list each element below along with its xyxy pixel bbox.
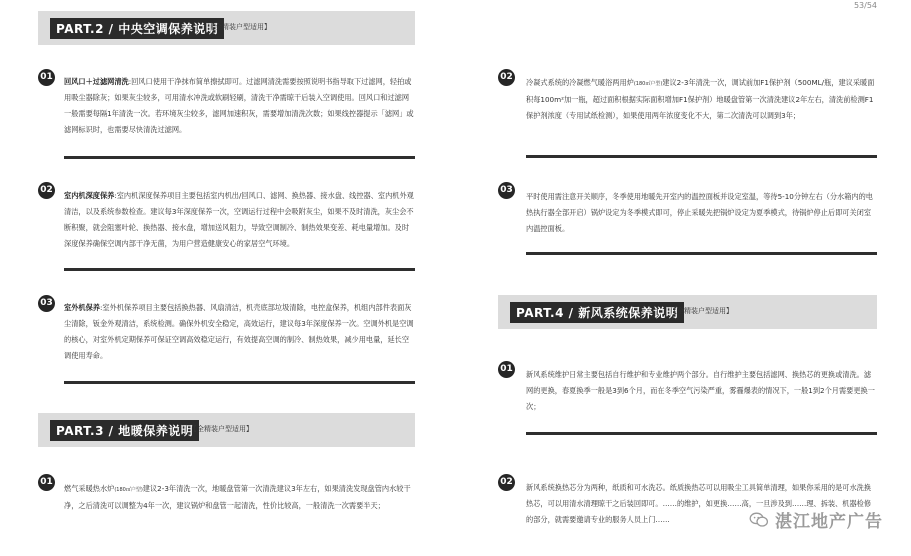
divider — [64, 268, 415, 271]
wechat-icon — [749, 512, 769, 528]
divider — [526, 432, 877, 435]
item-number: 02 — [498, 69, 515, 86]
paragraph-text: 建议2-3年清洗一次，调试前加F1保护剂（500ML/瓶，建议采暖面积每100m²加一瓶，超过面积根据实际面积增加F1保护剂）地暖盘管第一次清洗建议2年左右，清洗前检测F1保护剂浓度（专用试纸检测），如果使用两年浓度变化不大，第二次清洗可以调到3年； — [526, 78, 875, 120]
divider — [526, 252, 877, 255]
section-title: PART.3 / 地暖保养说明 — [50, 420, 199, 441]
item-number: 01 — [498, 361, 515, 378]
paragraph-lead: 回风口＋过滤网清洗 — [64, 77, 129, 86]
paragraph-lead: 室外机保养 — [64, 303, 100, 312]
paragraph-text: 建议2-3年清洗一次，地暖盘管第一次清洗建议3年左右，如果清洗发现盘管内水较干净，之后清洗可以调整为4年一次，建议锅炉和盘管一起清洗，性价比较高，一般清洗一次需要半天； — [64, 484, 411, 510]
ac-filter-paragraph — [64, 74, 416, 138]
section-subtitle: 【全精装户型适用】 — [208, 23, 271, 31]
heat-exchanger-paragraph: 新风系统换热芯分为两种，纸质和可水洗芯。纸质换热芯可以用吸尘工具简单清理，如果你采用的是可水洗换热芯，可以用清水清理晾干之后装回即可。……的维护，如更换……高，一旦涉及到……理、拆装、机器检修的部分，就需要邀请专业的服务人员上门…… — [526, 483, 872, 524]
section-header-part2 — [38, 11, 415, 45]
section-header-part4 — [498, 295, 877, 329]
watermark — [749, 507, 883, 532]
paragraph-lead: 室内机深度保养 — [64, 191, 115, 200]
item-number: 02 — [38, 182, 55, 199]
paragraph-text: :回风口使用干净抹布简单擦拭即可。过滤网清洗需要按照说明书指导取下过滤网，轻拍或用吸尘器除灰；如果灰尘较多，可用清水冲洗或软刷轻刷，清洗干净需晾干后装入空调使用。回风口和过滤网一般需要每隔1年清洗一次。若环境灰尘较多，滤网加速积灰，需要增加清洗次数；如果线控器提示「滤网」或滤网标识时，也需要尽快清洗过滤网。 — [64, 77, 414, 134]
section-header-part3 — [38, 413, 415, 447]
divider — [526, 155, 877, 158]
item-number: 02 — [498, 474, 515, 491]
condensing-boiler-paragraph — [526, 75, 878, 124]
item-number: 03 — [38, 295, 55, 312]
item-number: 01 — [38, 474, 55, 491]
item-number: 03 — [498, 182, 515, 199]
paragraph-text: 燃气采暖热水炉 — [64, 484, 115, 493]
watermark-text: 湛江地产广告 — [775, 512, 883, 532]
section-subtitle: 【全精装户型适用】 — [190, 425, 253, 433]
indoor-unit-paragraph — [64, 188, 416, 252]
paragraph-note: (180㎡户型) — [633, 81, 663, 87]
paragraph-text: :室内机深度保养项目主要包括室内机出/回风口、滤网、换热器、接水盘、线控器、室内机外观清洁，以及系统参数检查。建议每3年深度保养一次，空调运行过程中会吸附灰尘，如果不及时清洗，灰尘会不断积聚，就会阻塞叶轮、换热器、接水盘，增加送风阻力，导致空调制冷、制热效果变差、耗电量增加。及时深度保养确保空调内部干净无菌，为用户营造健康安心的家居空气环境。 — [64, 191, 414, 248]
section-title: PART.2 / 中央空调保养说明 — [50, 18, 224, 39]
operation-order-paragraph: 平时使用需注意开关顺序，冬季使用地暖先开室内的温控面板并设定室温，等待5-10分钟左右（分水箱内的电热执行器全部开启）锅炉设定为冬季模式即可，停止采暖先把锅炉设定为夏季模式，待锅炉停止后即可关闭室内温控面板。 — [526, 192, 873, 233]
divider — [64, 381, 415, 384]
fresh-air-maintenance-paragraph: 新风系统维护日常主要包括自行维护和专业维护两个部分。自行维护主要包括滤网、换热芯的更换或清洗。滤网的更换，春夏换季一般是3到6个月，而在冬季空气污染严重，雾霾爆表的情况下，一般1到2个月需要更换一次； — [526, 370, 875, 411]
item-number: 01 — [38, 69, 55, 86]
paragraph-text: 冷凝式系统的冷凝燃气暖浴两用炉 — [526, 78, 634, 87]
paragraph-text: :室外机保养项目主要包括换热器、风扇清洁，机壳底部垃圾清除，电控盒保养，机组内部件表面灰尘清除，钣金外观清洁，系统检测。确保外机安全稳定，高效运行，建议每3年深度保养一次。空调外机是空调的核心，对室外机定期保养可保证空调高效稳定运行，有效提高空调的制冷、制热效果，减少用电量，延长空调使用寿命。 — [64, 303, 414, 360]
section-subtitle: 【全精装户型适用】 — [670, 307, 733, 315]
page-number: 53/54 — [853, 1, 877, 10]
divider — [64, 156, 415, 159]
outdoor-unit-paragraph — [64, 300, 416, 364]
section-title: PART.4 / 新风系统保养说明 — [510, 302, 684, 323]
boiler-paragraph — [64, 481, 416, 514]
paragraph-note: (180㎡户型) — [114, 487, 143, 493]
